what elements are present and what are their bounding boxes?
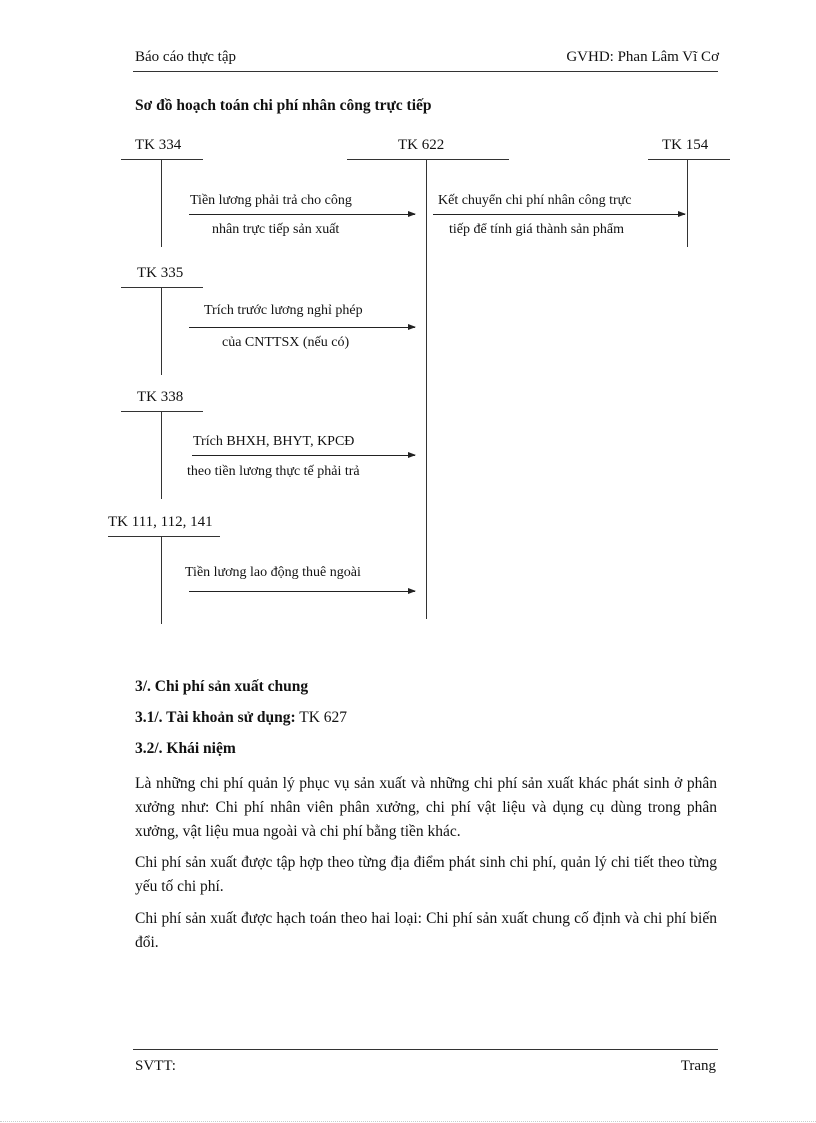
section-heading: 3/. Chi phí sản xuất chung <box>135 678 309 695</box>
subsection-concept: 3.2/. Khái niệm <box>135 740 236 757</box>
tk622-stem <box>426 159 427 619</box>
flow-arrow <box>189 591 415 592</box>
paragraph: Là những chi phí quản lý phục vụ sản xuất và những chi phí sản xuất khác phát sinh ở phân xưởng như: Chi phí nhân viên phân xưởng, chi phí vật liệu và dụng cụ dùng trong phân xưởng, vật liệu mua ngoài và chi phí bằng tiền khác. <box>135 775 717 840</box>
tk335-stem <box>161 287 162 375</box>
tk111-top-line <box>108 536 220 537</box>
flow-label: Tiền lương lao động thuê ngoài <box>185 565 361 580</box>
account-tk334: TK 334 <box>135 137 182 153</box>
flow-label: Kết chuyển chi phí nhân công trực <box>438 193 632 208</box>
flow-label: theo tiền lương thực tế phải trả <box>187 464 360 479</box>
flow-arrow <box>189 214 415 215</box>
tk338-top-line <box>121 411 203 412</box>
account-tk111: TK 111, 112, 141 <box>108 514 213 530</box>
flow-label: Trích BHXH, BHYT, KPCĐ <box>193 434 355 449</box>
footer-right: Trang <box>680 1058 716 1074</box>
footer-left: SVTT: <box>135 1058 176 1074</box>
account-tk622: TK 622 <box>398 137 445 153</box>
subsection-account-label: 3.1/. Tài khoản sử dụng: <box>135 709 296 726</box>
tk622-top-line <box>347 159 509 160</box>
paragraph: Chi phí sản xuất được tập hợp theo từng địa điểm phát sinh chi phí, quản lý chi tiết theo từng yếu tố chi phí. <box>135 854 717 895</box>
header-left: Báo cáo thực tập <box>135 49 237 65</box>
header-divider <box>133 71 718 72</box>
tk335-top-line <box>121 287 203 288</box>
tk111-stem <box>161 536 162 624</box>
tk334-stem <box>161 159 162 247</box>
flow-label: của CNTTSX (nếu có) <box>222 335 350 350</box>
account-tk154: TK 154 <box>662 137 709 153</box>
flow-arrow <box>189 327 415 328</box>
flow-label: Tiền lương phải trả cho công <box>190 193 352 208</box>
account-tk338: TK 338 <box>137 389 184 405</box>
flow-label: tiếp để tính giá thành sản phẩm <box>449 222 624 237</box>
flow-label: nhân trực tiếp sản xuất <box>212 222 340 237</box>
account-tk335: TK 335 <box>137 265 184 281</box>
tk334-top-line <box>121 159 203 160</box>
flow-arrow <box>192 455 415 456</box>
page-bottom-edge <box>0 1121 816 1122</box>
tk154-stem <box>687 159 688 247</box>
subsection-account <box>135 709 347 727</box>
diagram-title: Sơ đồ hoạch toán chi phí nhân công trực tiếp <box>135 97 432 114</box>
flow-label: Trích trước lương nghỉ phép <box>204 303 363 318</box>
header-right: GVHD: Phan Lâm Vĩ Cơ <box>566 49 719 65</box>
subsection-account-value: TK 627 <box>299 709 348 726</box>
tk338-stem <box>161 411 162 499</box>
footer-divider <box>133 1049 718 1050</box>
tk154-top-line <box>648 159 730 160</box>
paragraph: Chi phí sản xuất được hạch toán theo hai loại: Chi phí sản xuất chung cố định và chi phí biến đổi. <box>135 910 717 951</box>
flow-arrow <box>433 214 685 215</box>
